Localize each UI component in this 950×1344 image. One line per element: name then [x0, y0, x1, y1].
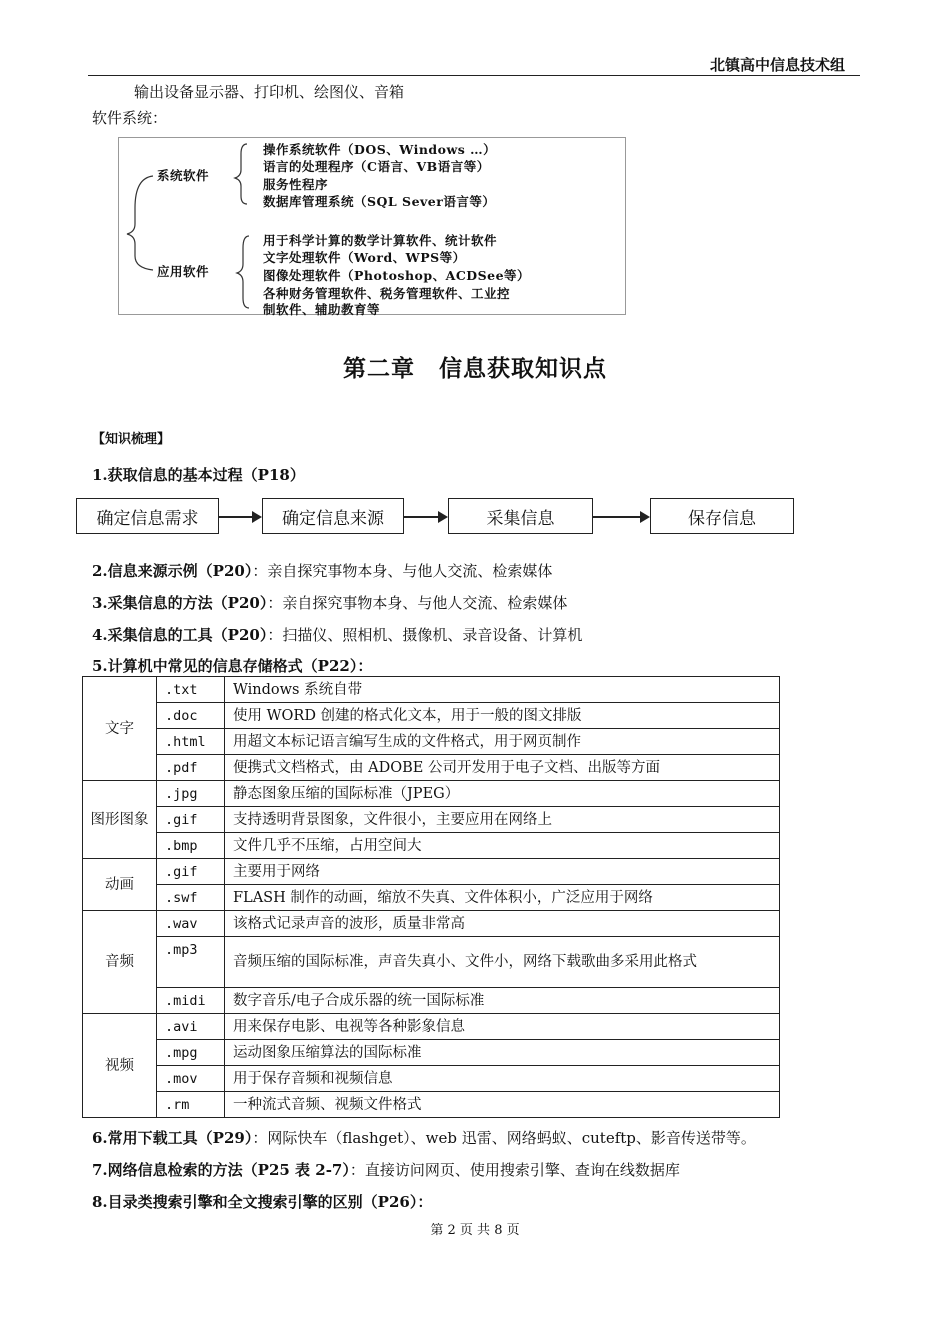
table-row	[83, 807, 780, 833]
table-row	[83, 781, 780, 807]
desc-cell: 文件几乎不压缩，占用空间大	[225, 833, 780, 859]
ext-cell: .gif	[157, 859, 225, 885]
desc-cell: 该格式记录声音的波形，质量非常高	[225, 911, 780, 937]
table-row	[83, 937, 780, 988]
header-title: 北镇高中信息技术组	[709, 56, 845, 74]
item-6-head: 6.常用下载工具（P29）	[92, 1129, 253, 1147]
flow-arrow-icon	[640, 511, 650, 523]
system-software-label: 系统软件	[157, 168, 210, 183]
system-item: 服务性程序	[263, 177, 329, 192]
item-4-body: ：扫描仪、照相机、摄像机、录音设备、计算机	[267, 626, 583, 644]
ext-cell: .avi	[157, 1014, 225, 1040]
application-item: 文字处理软件（Word、WPS等）	[263, 250, 466, 265]
application-software-label: 应用软件	[157, 264, 210, 279]
desc-cell: 支持透明背景图象，文件很小，主要应用在网络上	[225, 807, 780, 833]
desc-cell: 用来保存电影、电视等各种影象信息	[225, 1014, 780, 1040]
table-row	[83, 703, 780, 729]
desc-cell: 便携式文档格式，由 ADOBE 公司开发用于电子文档、出版等方面	[225, 755, 780, 781]
table-row	[83, 677, 780, 703]
system-brace	[235, 144, 247, 204]
output-devices-line: 输出设备显示器、打印机、绘图仪、音箱	[134, 83, 405, 101]
desc-cell: 用超文本标记语言编写生成的文件格式，用于网页制作	[225, 729, 780, 755]
item-7-head: 7.网络信息检索的方法（P25 表 2-7）	[92, 1161, 350, 1179]
ext-cell: .html	[157, 729, 225, 755]
item-3	[92, 592, 567, 613]
flow-arrow-icon	[438, 511, 448, 523]
item-4-head: 4.采集信息的工具（P20）	[92, 626, 268, 644]
desc-cell: 一种流式音频、视频文件格式	[225, 1092, 780, 1118]
desc-cell: 数字音乐/电子合成乐器的统一国际标准	[225, 988, 780, 1014]
flow-step-4: 保存信息	[650, 498, 794, 534]
desc-cell: FLASH 制作的动画，缩放不失真、文件体积小，广泛应用于网络	[225, 885, 780, 911]
ext-cell: .gif	[157, 807, 225, 833]
table-row	[83, 729, 780, 755]
system-item: 操作系统软件（DOS、Windows …）	[263, 142, 497, 157]
flow-step-1: 确定信息需求	[76, 498, 219, 534]
application-item: 图像处理软件（Photoshop、ACDSee等）	[263, 268, 531, 283]
section-tag: 【知识梳理】	[92, 432, 171, 447]
item-6	[92, 1127, 756, 1148]
ext-cell: .rm	[157, 1092, 225, 1118]
table-row	[83, 988, 780, 1014]
item-3-head: 3.采集信息的方法（P20）	[92, 594, 268, 612]
item-2-body: ：亲自探究事物本身、与他人交流、检索媒体	[252, 562, 553, 580]
ext-cell: .mov	[157, 1066, 225, 1092]
main-brace	[127, 176, 153, 270]
ext-cell: .mp3	[157, 937, 225, 988]
table-row	[83, 833, 780, 859]
ext-cell: .doc	[157, 703, 225, 729]
desc-cell: 静态图象压缩的国际标准（JPEG）	[225, 781, 780, 807]
flow-arrow-icon	[252, 511, 262, 523]
software-label: 软件系统：	[92, 109, 168, 127]
item-8: 8.目录类搜索引擎和全文搜索引擎的区别（P26）：	[92, 1193, 433, 1211]
table-row	[83, 755, 780, 781]
category-cell: 图形图象	[83, 781, 157, 859]
page-footer: 第 2 页 共 8 页	[430, 1223, 520, 1238]
item-6-body: ：网际快车（flashget）、web 迅雷、网络蚂蚁、cuteftp、影音传送带等。	[252, 1129, 756, 1147]
item-4	[92, 624, 582, 645]
ext-cell: .swf	[157, 885, 225, 911]
category-cell: 音频	[83, 911, 157, 1014]
table-row	[83, 911, 780, 937]
desc-cell: Windows 系统自带	[225, 677, 780, 703]
table-row	[83, 859, 780, 885]
chapter-title: 第二章 信息获取知识点	[343, 355, 607, 382]
ext-cell: .pdf	[157, 755, 225, 781]
category-cell: 视频	[83, 1014, 157, 1118]
item-7	[92, 1159, 680, 1180]
flow-connector	[593, 516, 640, 518]
application-item: 制软件、辅助教育等	[263, 302, 381, 317]
ext-cell: .mpg	[157, 1040, 225, 1066]
desc-cell: 主要用于网络	[225, 859, 780, 885]
application-brace	[237, 236, 249, 308]
item-1: 1.获取信息的基本过程（P18）	[92, 466, 305, 484]
table-row	[83, 1066, 780, 1092]
table-row	[83, 1092, 780, 1118]
formats-table	[82, 676, 780, 1118]
table-row	[83, 1014, 780, 1040]
ext-cell: .jpg	[157, 781, 225, 807]
item-2-head: 2.信息来源示例（P20）	[92, 562, 253, 580]
item-3-body: ：亲自探究事物本身、与他人交流、检索媒体	[267, 594, 568, 612]
software-diagram	[118, 137, 626, 315]
category-cell: 动画	[83, 859, 157, 911]
item-7-body: ：直接访问网页、使用搜索引擎、查询在线数据库	[349, 1161, 680, 1179]
system-item: 数据库管理系统（SQL Sever语言等）	[263, 194, 496, 209]
header-rule	[88, 75, 860, 76]
item-2	[92, 560, 552, 581]
item-5: 5.计算机中常见的信息存储格式（P22）：	[92, 657, 373, 675]
flow-step-3: 采集信息	[448, 498, 593, 534]
flow-step-2: 确定信息来源	[262, 498, 404, 534]
desc-cell: 使用 WORD 创建的格式化文本，用于一般的图文排版	[225, 703, 780, 729]
ext-cell: .midi	[157, 988, 225, 1014]
ext-cell: .txt	[157, 677, 225, 703]
desc-cell: 运动图象压缩算法的国际标准	[225, 1040, 780, 1066]
desc-cell: 音频压缩的国际标准，声音失真小、文件小，网络下载歌曲多采用此格式	[225, 937, 780, 988]
ext-cell: .bmp	[157, 833, 225, 859]
category-cell: 文字	[83, 677, 157, 781]
application-item: 用于科学计算的数学计算软件、统计软件	[263, 233, 498, 248]
ext-cell: .wav	[157, 911, 225, 937]
desc-cell: 用于保存音频和视频信息	[225, 1066, 780, 1092]
table-row	[83, 1040, 780, 1066]
flow-connector	[404, 516, 438, 518]
system-item: 语言的处理程序（C语言、VB语言等）	[263, 159, 490, 174]
table-row	[83, 885, 780, 911]
application-item: 各种财务管理软件、税务管理软件、工业控	[263, 286, 511, 301]
flow-connector	[219, 516, 252, 518]
